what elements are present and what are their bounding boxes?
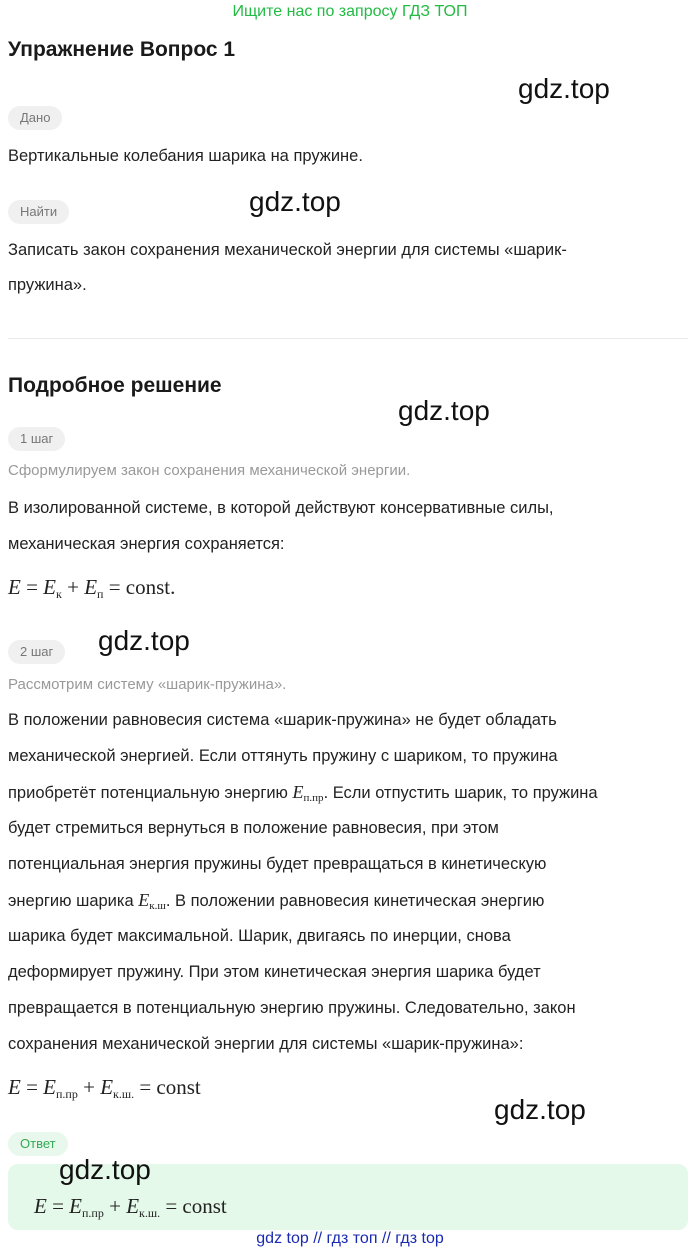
step-2-text-line-9: превращается в потенциальную энергию пружины. Следовательно, закон [8, 999, 576, 1017]
watermark: gdz.top [59, 1154, 151, 1185]
step-1-text-line-1: В изолированной системе, в которой действуют консервативные силы, [8, 499, 554, 517]
step-2-text-line-10: сохранения механической энергии для системы «шарик-пружина»: [8, 1035, 524, 1053]
step-2-text-line-3: приобретёт потенциальную энергию $E_{п.пр}$. Если отпустить шарик, то пружина [8, 782, 598, 804]
given-text: Вертикальные колебания шарика на пружине. [8, 147, 363, 165]
step-2-text-line-6: энергию шарика $E_{к.ш}$. В положении равновесия кинетическая энергию [8, 890, 545, 912]
watermark: gdz.top [98, 625, 190, 656]
step-2-text-line-7: шарика будет максимальной. Шарик, двигаясь по инерции, снова [8, 927, 511, 945]
find-text-line-2: пружина». [8, 276, 87, 294]
watermark: gdz.top [398, 395, 490, 426]
energy-conservation-formula: $E = E_к + E_п$ = const. [8, 575, 176, 601]
answer-formula: $E = E_{п.пр} + E_{к.ш.}$ = const [34, 1194, 227, 1220]
step-2-hint: Рассмотрим систему «шарик-пружина». [8, 676, 287, 693]
footer-links: gdz top // гдз топ // гдз top [256, 1230, 444, 1247]
step-1-hint: Сформулируем закон сохранения механической энергии. [8, 462, 411, 479]
find-badge: Найти [8, 200, 69, 224]
step-2-badge: 2 шаг [8, 640, 65, 664]
spring-ball-formula: $E = E_{п.пр} + E_{к.ш.}$ = const [8, 1075, 201, 1101]
solution-title: Подробное решение [8, 374, 222, 397]
watermark: gdz.top [249, 186, 341, 217]
answer-badge: Ответ [8, 1132, 68, 1156]
find-text-line-1: Записать закон сохранения механической энергии для системы «шарик- [8, 241, 567, 259]
step-2-text-line-2: механической энергией. Если оттянуть пружину с шариком, то пружина [8, 747, 558, 765]
step-1-text-line-2: механическая энергия сохраняется: [8, 535, 285, 553]
watermark: gdz.top [494, 1094, 586, 1125]
step-2-text-line-5: потенциальная энергия пружины будет превращаться в кинетическую [8, 855, 547, 873]
watermark: gdz.top [518, 73, 610, 104]
section-divider [8, 338, 688, 339]
step-1-badge: 1 шаг [8, 427, 65, 451]
given-badge: Дано [8, 106, 62, 130]
search-banner: Ищите нас по запросу ГДЗ ТОП [232, 3, 468, 20]
step-2-text-line-4: будет стремиться вернуться в положение равновесия, при этом [8, 819, 499, 837]
step-2-text-line-8: деформирует пружину. При этом кинетическая энергия шарика будет [8, 963, 541, 981]
exercise-title: Упражнение Вопрос 1 [8, 38, 236, 61]
step-2-text-line-1: В положении равновесия система «шарик-пружина» не будет обладать [8, 711, 557, 729]
